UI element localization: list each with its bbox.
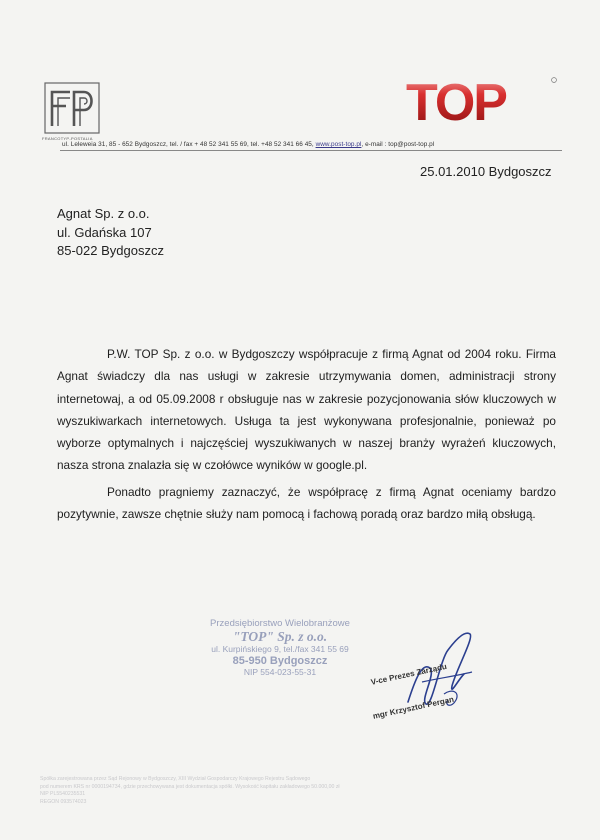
body-paragraph-2: Ponadto pragniemy zaznaczyć, że współpracę z firmą Agnat oceniamy bardzo pozytywnie, zawsze chętnie służy nam pomocą i fachową poradą oraz bardzo miłą obsługą. xyxy=(57,484,556,522)
email-label: , e-mail : xyxy=(361,141,387,148)
stamp-line-3: ul. Kurpińskiego 9, tel./fax 341 55 69 xyxy=(211,643,349,654)
top-logo xyxy=(404,74,564,128)
footer-line-3: NIP PL5540235531 xyxy=(40,791,86,797)
footer-line-1: Spółka zarejestrowana przez Sąd Rejonowy w Bydgoszczy, XIII Wydział Gospodarczy Krajowego Rejestru Sądowego xyxy=(40,776,311,782)
company-stamp xyxy=(180,618,380,678)
date-line: 25.01.2010 Bydgoszcz xyxy=(420,164,552,179)
fp-logo xyxy=(44,82,100,134)
body-paragraph-1: P.W. TOP Sp. z o.o. w Bydgoszczy współpracuje z firmą Agnat od 2004 roku. Firma Agnat świadczy dla nas usługi w zakresie utrzymywania domen, administracji strony internetowaj, a od 05.09.2008 r obsługuje nas w zakresie pozycjonowania słów kluczowych w wyszukiwarkach internetowych. Usługa ta jest wykonywana profesjonalnie, ponieważ po wyborze optymalnych i najczęściej wyszukiwanych w naszej branży wyrażeń kluczowych, nasza strona znalazła się w czołówce wyników w google.pl. xyxy=(57,347,556,473)
registration-footer xyxy=(40,776,560,806)
stamp-line-5: NIP 554-023-55-31 xyxy=(243,666,317,677)
website-link[interactable]: www.post-top.pl xyxy=(315,141,362,148)
email-address[interactable]: top@post-top.pl xyxy=(388,141,435,148)
signatory-name: mgr Krzysztof Pergan xyxy=(372,694,455,721)
footer-line-2: pod numerem KRS nr 0000194734, gdzie przechowywana jest dokumentacja spółki. Wysokość kapitału zakładowego 50.000,00 zł xyxy=(40,783,340,790)
fp-caption: FRANCOTYP-POSTALIA xyxy=(42,136,93,141)
letter-body xyxy=(57,343,556,525)
top-logo-text: TOP xyxy=(406,74,506,128)
header-divider xyxy=(60,150,562,151)
stamp-line-4: 85-950 Bydgoszcz xyxy=(232,654,328,667)
recipient-line-1: Agnat Sp. z o.o. xyxy=(57,206,150,221)
contact-address: ul. Leleweia 31, 85 - 652 Bydgoszcz, tel. / fax + 48 52 341 55 69, tel. +48 52 341 66 45, xyxy=(62,141,314,148)
recipient-line-3: 85-022 Bydgoszcz xyxy=(57,243,164,258)
stamp-line-1: Przedsiębiorstwo Wielobranżowe xyxy=(210,618,350,629)
contact-line xyxy=(62,141,562,148)
signatory-title: V-ce Prezes Zarządu xyxy=(370,661,448,687)
footer-line-4: REGON 093574023 xyxy=(40,798,87,805)
stamp-line-2: "TOP" Sp. z o.o. xyxy=(232,628,328,644)
recipient-line-2: ul. Gdańska 107 xyxy=(57,224,152,240)
recipient-address xyxy=(57,205,164,261)
